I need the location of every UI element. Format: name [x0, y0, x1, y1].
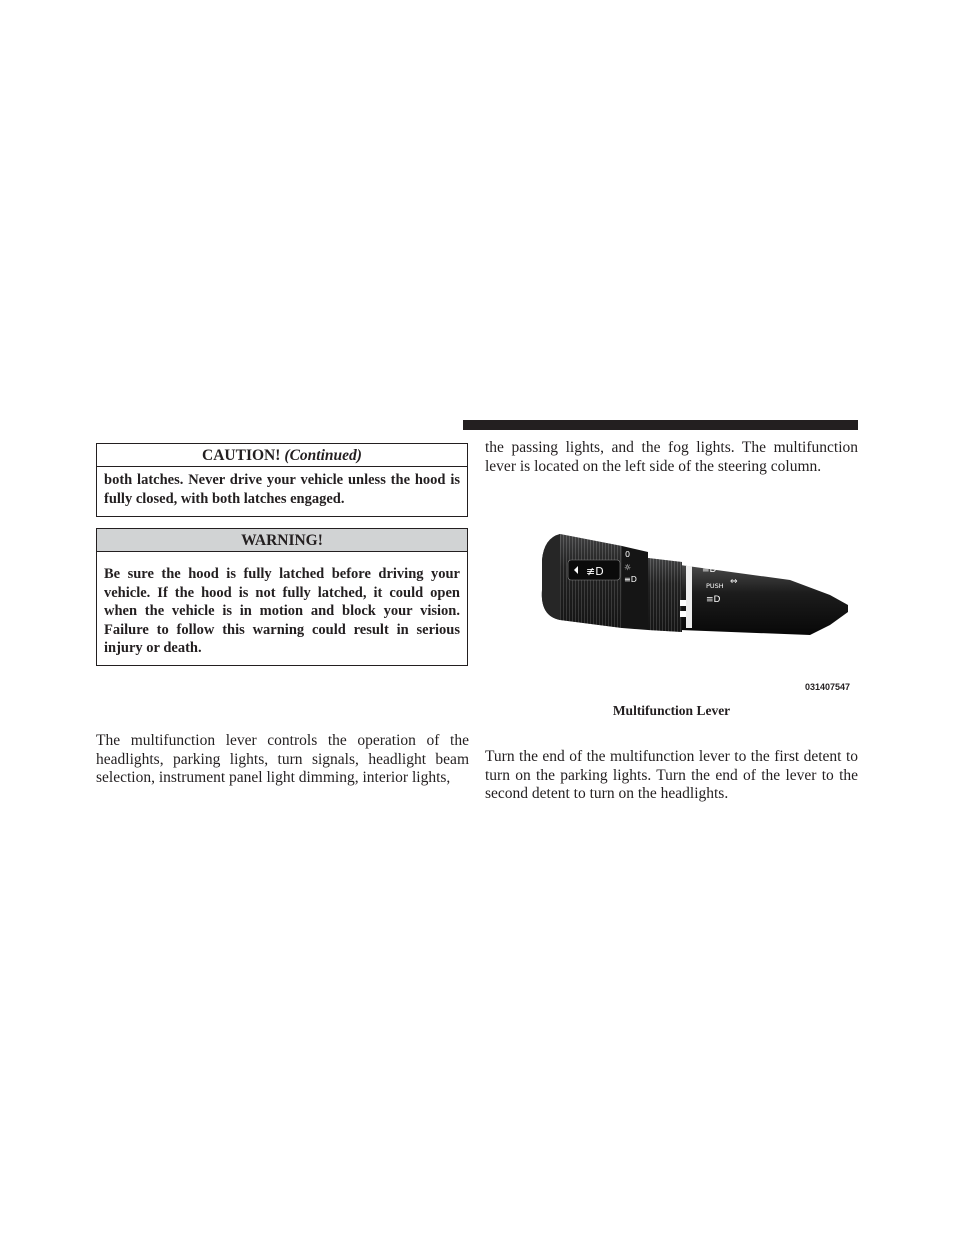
svg-text:0: 0: [625, 550, 631, 559]
svg-text:⇔: ⇔: [730, 577, 738, 587]
caution-body: both latches. Never drive your vehicle unless the hood is fully closed, with both latches engaged.: [104, 472, 460, 507]
svg-text:0: 0: [690, 555, 696, 564]
header-bar: [463, 420, 858, 430]
svg-text:≡D: ≡D: [624, 575, 637, 584]
multifunction-lever-illustration: [530, 520, 855, 695]
body-paragraph-left: The multifunction lever controls the operation of the headlights, parking lights, turn signals, headlight beam selection, instrument panel light dimming, interior lights,: [96, 732, 469, 786]
svg-text:≡D: ≡D: [702, 565, 717, 575]
figure-id: 031407547: [805, 682, 851, 692]
body-paragraph-right-top: the passing lights, and the fog lights. The multifunction lever is located on the left side of the steering column.: [485, 439, 858, 475]
warning-box: [96, 528, 468, 666]
svg-text:≡D: ≡D: [706, 595, 721, 605]
warning-header: WARNING!: [97, 529, 467, 552]
caution-header: [97, 444, 467, 467]
figure-caption: Multifunction Lever: [612, 703, 731, 718]
svg-text:☼: ☼: [650, 551, 658, 560]
caution-box: [96, 443, 468, 517]
push-label: PUSH: [706, 582, 724, 590]
caution-title: CAUTION!: [202, 447, 281, 464]
svg-text:≢D: ≢D: [586, 565, 604, 578]
svg-text:☼: ☼: [624, 563, 632, 572]
warning-body: Be sure the hood is fully latched before driving your vehicle. If the hood is not fully latched, it could open when the vehicle is in motion and block your vision. Failure to follow this warning could result in serious injury or death.: [104, 566, 460, 656]
body-paragraph-right-bottom: Turn the end of the multifunction lever to the first detent to turn on the parking lights. Turn the end of the lever to the second detent to turn on the headlights.: [485, 748, 858, 802]
caution-continued: (Continued): [284, 447, 362, 464]
